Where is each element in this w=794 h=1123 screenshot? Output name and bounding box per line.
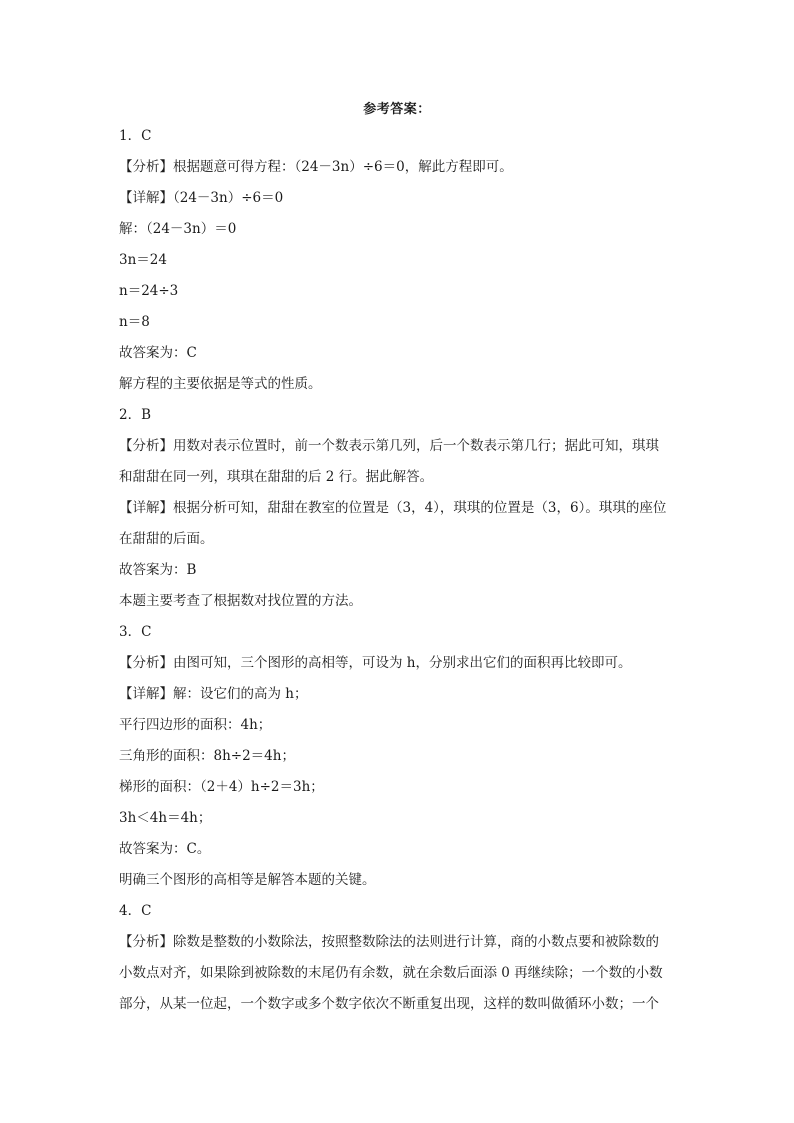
answer-2-conclusion: 故答案为：B — [119, 562, 197, 578]
answer-2-number: 2．B — [119, 407, 152, 423]
answer-2-analysis-cont: 和甜甜在同一列，琪琪在甜甜的后 2 行。据此解答。 — [119, 469, 434, 485]
answer-2-detail-cont: 在甜甜的后面。 — [119, 531, 214, 547]
answer-1-step: n＝8 — [119, 314, 150, 330]
answer-1-step: 3n＝24 — [119, 252, 167, 268]
answer-1-conclusion: 故答案为：C — [119, 345, 197, 361]
answer-2-analysis: 【分析】用数对表示位置时，前一个数表示第几列，后一个数表示第几行；据此可知，琪琪 — [119, 438, 659, 454]
answer-4-analysis-cont: 小数点对齐，如果除到被除数的末尾仍有余数，就在余数后面添 0 再继续除；一个数的小数 — [119, 965, 663, 981]
answer-4-analysis: 【分析】除数是整数的小数除法，按照整数除法的法则进行计算，商的小数点要和被除数的 — [119, 934, 659, 950]
answer-3-step: 平行四边形的面积：4h； — [119, 717, 272, 733]
answer-content — [119, 121, 679, 1020]
answer-3-detail: 【详解】解：设它们的高为 h； — [119, 686, 308, 702]
answer-1-detail: 【详解】（24－3n）÷6＝0 — [119, 190, 284, 206]
answer-4-number: 4．C — [119, 903, 152, 919]
answer-3-number: 3．C — [119, 624, 152, 640]
answer-3-note: 明确三个图形的高相等是解答本题的关键。 — [119, 872, 376, 888]
answer-1-step: 解：（24－3n）＝0 — [119, 221, 237, 237]
answer-4-analysis-cont: 部分，从某一位起，一个数字或多个数字依次不断重复出现，这样的数叫做循环小数；一个 — [119, 996, 659, 1012]
answer-3-step: 梯形的面积：（2＋4）h÷2＝3h； — [119, 779, 324, 795]
answer-1-note: 解方程的主要依据是等式的性质。 — [119, 376, 322, 392]
answer-3-conclusion: 故答案为：C。 — [119, 841, 211, 857]
answer-1-step: n＝24÷3 — [119, 283, 179, 299]
answer-2-detail: 【详解】根据分析可知，甜甜在教室的位置是（3，4），琪琪的位置是（3，6）。琪琪的座位 — [119, 500, 667, 516]
answer-2-note: 本题主要考查了根据数对找位置的方法。 — [119, 593, 362, 609]
answer-1-analysis: 【分析】根据题意可得方程：（24－3n）÷6＝0，解此方程即可。 — [119, 159, 513, 175]
answer-3-step: 3h＜4h＝4h； — [119, 810, 212, 826]
page-title: 参考答案： — [363, 102, 431, 117]
answer-3-analysis: 【分析】由图可知，三个图形的高相等，可设为 h，分别求出它们的面积再比较即可。 — [119, 655, 632, 671]
answer-3-step: 三角形的面积：8h÷2＝4h； — [119, 748, 295, 764]
answer-1-number: 1．C — [119, 128, 152, 144]
